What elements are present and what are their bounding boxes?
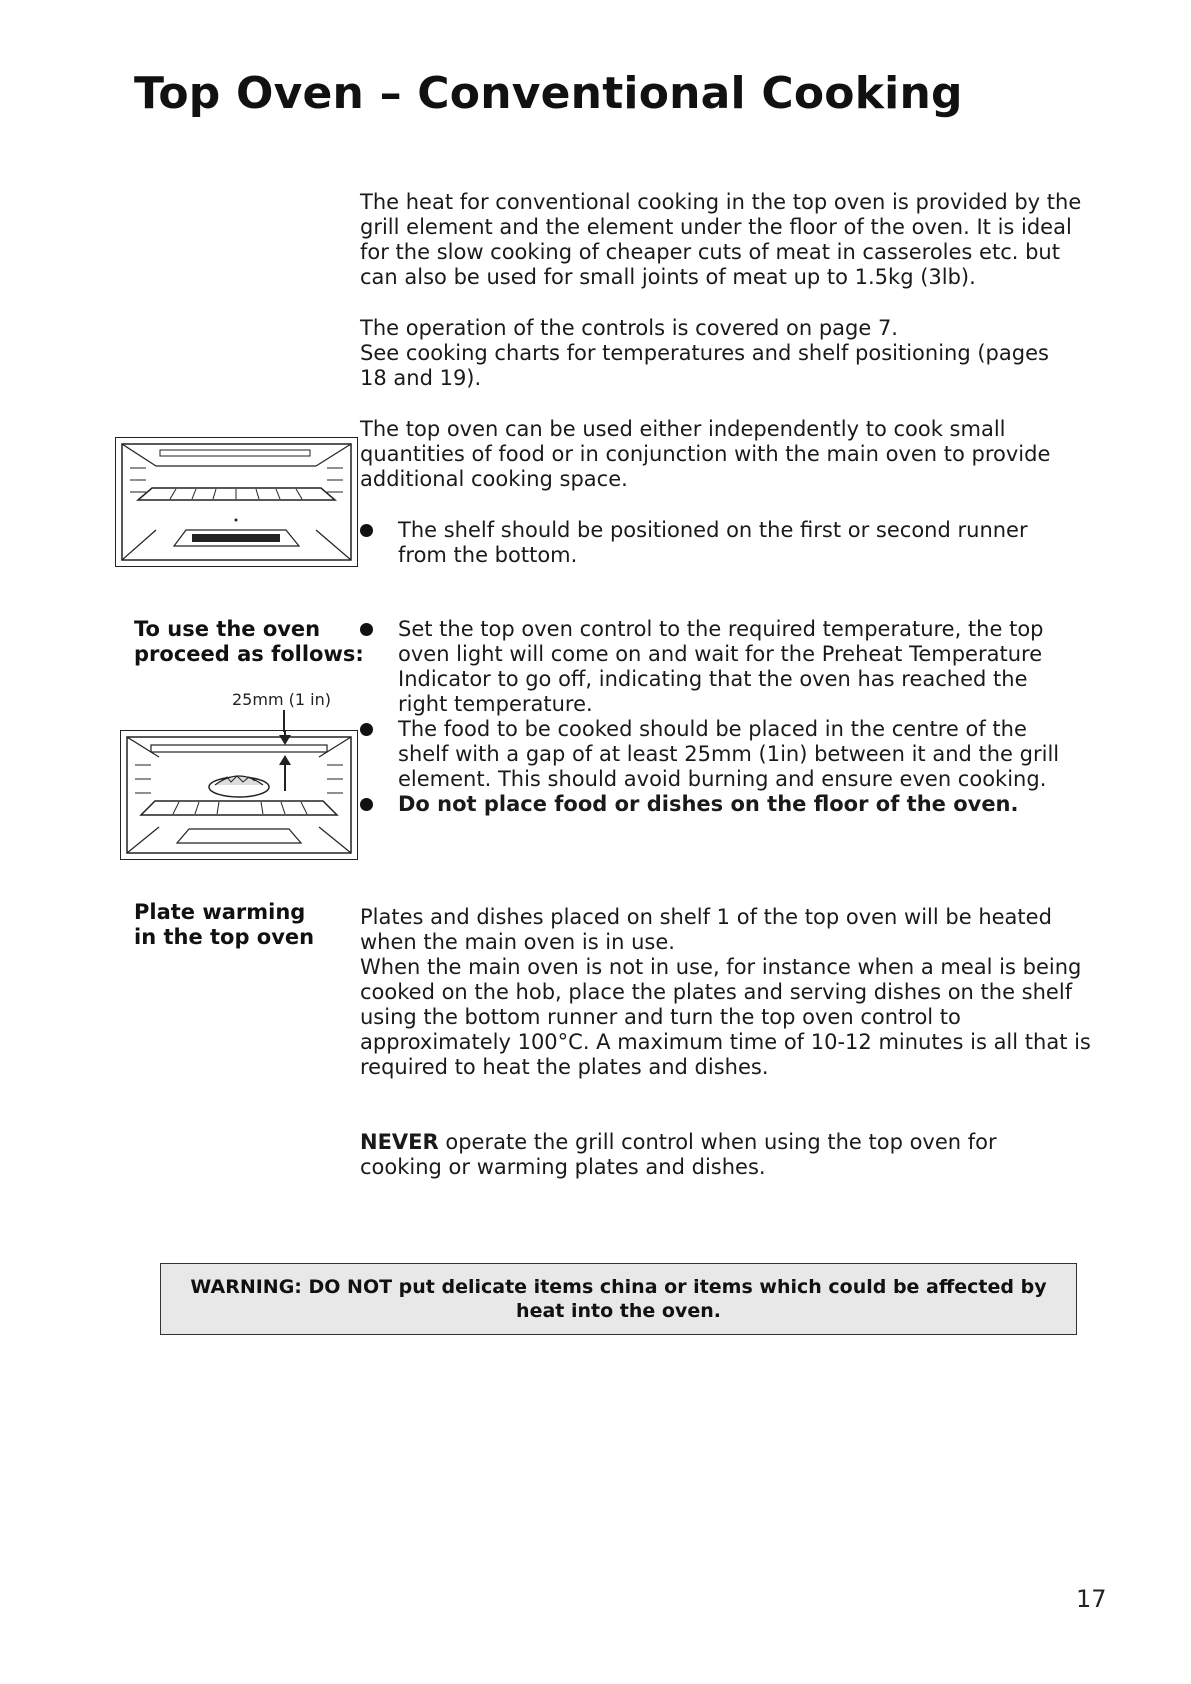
- text-line: additional cooking space.: [360, 467, 628, 491]
- text-line: cooking or warming plates and dishes.: [360, 1155, 766, 1179]
- never-keyword: NEVER: [360, 1130, 439, 1154]
- text-line: Indicator to go off, indicating that the oven has reached the: [398, 667, 1028, 691]
- oven-food-figure: [120, 730, 358, 860]
- text-line: required to heat the plates and dishes.: [360, 1055, 769, 1079]
- text-line: When the main oven is not in use, for instance when a meal is being: [360, 955, 1082, 979]
- oven-shelf-figure: [115, 437, 358, 567]
- procedure-heading: [134, 617, 364, 667]
- usage-paragraph: [360, 417, 1050, 492]
- oven-food-illustration: [121, 731, 357, 859]
- text-line: Set the top oven control to the required temperature, the top: [398, 617, 1044, 641]
- text-line: when the main oven is in use.: [360, 930, 675, 954]
- text-line: for the slow cooking of cheaper cuts of meat in casseroles etc. but: [360, 240, 1060, 264]
- page-title: Top Oven – Conventional Cooking: [134, 68, 963, 119]
- plate-warming-paragraph: [360, 905, 1091, 1080]
- never-line-rest: operate the grill control when using the top oven for: [438, 1130, 997, 1154]
- text-line: oven light will come on and wait for the Preheat Temperature: [398, 642, 1043, 666]
- text-line: [360, 1130, 997, 1155]
- text-line: Plates and dishes placed on shelf 1 of the top oven will be heated: [360, 905, 1052, 929]
- warning-text: WARNING: DO NOT put delicate items china or items which could be affected by heat into the oven.: [190, 1276, 1047, 1322]
- text-line: 18 and 19).: [360, 366, 482, 390]
- heading-line: Plate warming: [134, 900, 306, 924]
- page-number: 17: [1076, 1585, 1107, 1613]
- text-line: The operation of the controls is covered on page 7.: [360, 316, 898, 340]
- bullet-icon: [360, 524, 373, 537]
- text-line: cooked on the hob, place the plates and serving dishes on the shelf: [360, 980, 1073, 1004]
- heading-line: in the top oven: [134, 925, 315, 949]
- oven-shelf-illustration: [116, 438, 357, 566]
- heading-line: To use the oven: [134, 617, 321, 641]
- bullet-icon: [360, 723, 373, 736]
- text-line: The heat for conventional cooking in the top oven is provided by the: [360, 190, 1082, 214]
- bullet-icon: [360, 798, 373, 811]
- text-line: can also be used for small joints of meat up to 1.5kg (3lb).: [360, 265, 976, 289]
- gap-label: 25mm (1 in): [232, 690, 331, 709]
- never-note: [360, 1130, 997, 1180]
- text-line: See cooking charts for temperatures and shelf positioning (pages: [360, 341, 1049, 365]
- warning-box: [160, 1263, 1077, 1335]
- text-line: shelf with a gap of at least 25mm (1in) between it and the grill: [398, 742, 1060, 766]
- intro-paragraph: [360, 190, 1081, 290]
- heading-line: proceed as follows:: [134, 642, 364, 666]
- text-line: grill element and the element under the floor of the oven. It is ideal: [360, 215, 1072, 239]
- plate-warming-heading: [134, 900, 314, 950]
- text-line: The top oven can be used either independently to cook small: [360, 417, 1006, 441]
- controls-paragraph: [360, 316, 1049, 391]
- text-line: Do not place food or dishes on the floor of the oven.: [398, 792, 1019, 816]
- text-line: from the bottom.: [398, 543, 578, 567]
- text-line: right temperature.: [398, 692, 593, 716]
- text-line: quantities of food or in conjunction with the main oven to provide: [360, 442, 1051, 466]
- text-line: approximately 100°C. A maximum time of 10-12 minutes is all that is: [360, 1030, 1091, 1054]
- text-line: The food to be cooked should be placed in the centre of the: [398, 717, 1027, 741]
- bullet-icon: [360, 623, 373, 636]
- text-line: using the bottom runner and turn the top oven control to: [360, 1005, 961, 1029]
- text-line: The shelf should be positioned on the first or second runner: [398, 518, 1028, 542]
- text-line: element. This should avoid burning and ensure even cooking.: [398, 767, 1047, 791]
- gap-arrow-icon: [278, 710, 290, 732]
